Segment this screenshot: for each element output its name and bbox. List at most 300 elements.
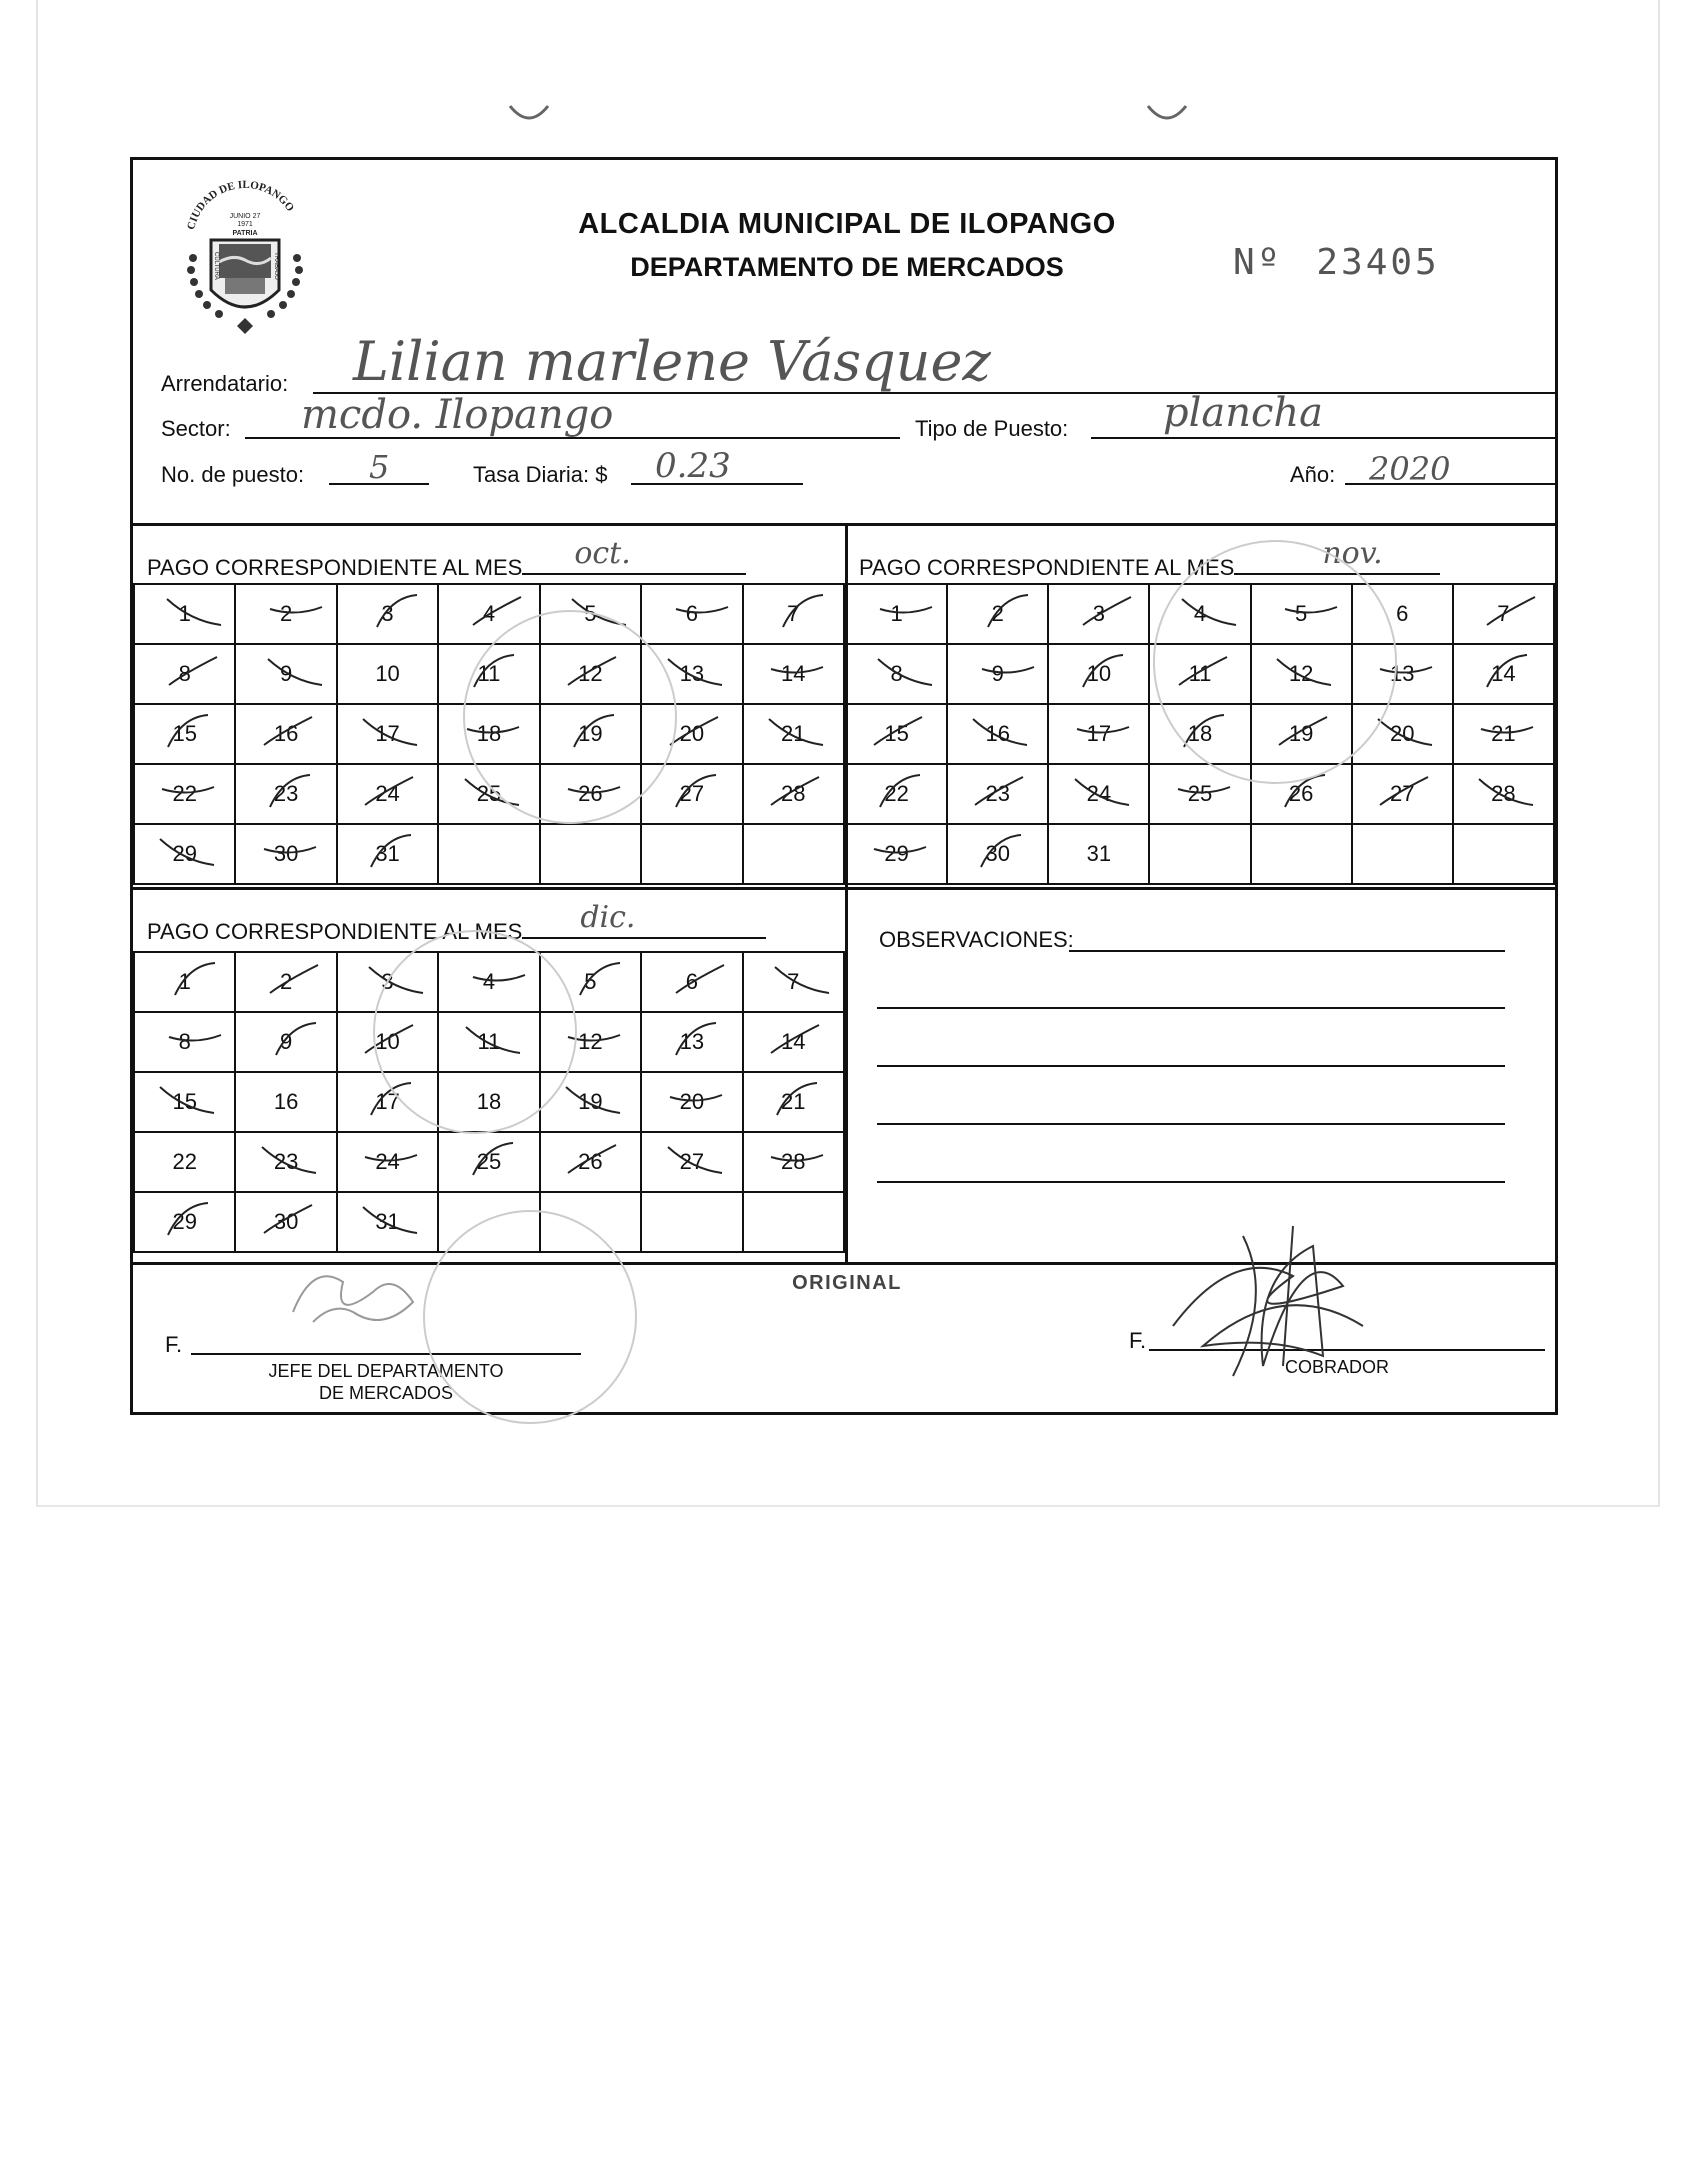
empty-cell <box>540 824 641 884</box>
day-number: 5 <box>584 969 596 995</box>
day-number: 15 <box>172 721 196 747</box>
day-cell <box>641 1012 742 1072</box>
day-cell <box>235 584 336 644</box>
day-cell <box>1048 704 1149 764</box>
paid-tick-mark <box>767 1079 827 1121</box>
day-number: 25 <box>477 781 501 807</box>
day-cell <box>540 1072 641 1132</box>
month-value: oct. <box>574 536 631 571</box>
paid-tick-mark <box>1483 591 1543 633</box>
week-row <box>846 704 1554 764</box>
no-puesto-label: No. de puesto: <box>161 462 305 487</box>
paid-tick-mark <box>876 651 936 693</box>
paid-tick-mark <box>158 1079 218 1121</box>
paid-tick-mark <box>870 771 930 813</box>
day-number: 20 <box>1390 721 1414 747</box>
anio-value: 2020 <box>1369 450 1451 488</box>
day-number: 12 <box>578 661 602 687</box>
divider-top <box>133 523 1555 526</box>
day-cell <box>235 1072 336 1132</box>
arrendatario-label: Arrendatario: <box>161 371 289 396</box>
day-cell <box>337 704 438 764</box>
day-number: 6 <box>686 601 698 627</box>
day-number: 10 <box>375 1029 399 1055</box>
day-number: 11 <box>478 661 501 687</box>
month-label: PAGO CORRESPONDIENTE AL MES <box>147 555 523 580</box>
day-number: 28 <box>781 781 805 807</box>
day-number: 18 <box>476 1089 502 1114</box>
cobrador-signature-prefix: F. <box>1129 1328 1147 1353</box>
day-number: 29 <box>172 841 196 867</box>
jefe-caption-line-2: DE MERCADOS <box>318 1383 453 1403</box>
day-number: 12 <box>578 1029 602 1055</box>
day-number: 14 <box>1491 661 1515 687</box>
day-number: 8 <box>179 661 191 687</box>
day-number: 3 <box>381 969 393 995</box>
paid-tick-mark <box>361 1199 421 1241</box>
day-number: 6 <box>686 969 698 995</box>
day-number: 27 <box>680 781 704 807</box>
paid-tick-mark <box>773 959 833 1001</box>
paid-tick-mark <box>463 771 523 813</box>
empty-cell <box>438 1192 539 1252</box>
day-number: 5 <box>1295 601 1307 627</box>
day-number: 17 <box>1087 721 1111 747</box>
day-number: 19 <box>578 1089 602 1115</box>
empty-cell <box>438 824 539 884</box>
day-cell <box>540 1132 641 1192</box>
day-cell <box>1453 644 1554 704</box>
day-number: 31 <box>1086 841 1112 866</box>
day-number: 12 <box>1289 661 1313 687</box>
day-cell <box>337 1072 438 1132</box>
paid-tick-mark <box>1073 651 1133 693</box>
paid-tick-mark <box>978 591 1038 633</box>
paid-tick-mark <box>666 771 726 813</box>
day-number: 7 <box>787 969 799 995</box>
day-cell <box>641 764 742 824</box>
paid-tick-mark <box>1275 771 1335 813</box>
day-number: 14 <box>781 661 805 687</box>
day-number: 1 <box>890 601 902 627</box>
day-number: 10 <box>1087 661 1111 687</box>
paid-tick-mark <box>1079 591 1139 633</box>
paid-tick-mark <box>564 771 624 813</box>
day-cell <box>438 1012 539 1072</box>
paid-tick-mark <box>773 591 833 633</box>
paid-tick-mark <box>1073 711 1133 753</box>
day-number: 24 <box>375 1149 399 1175</box>
day-number: 9 <box>992 661 1004 687</box>
day-number: 30 <box>274 1209 298 1235</box>
day-cell <box>235 704 336 764</box>
paid-tick-mark <box>767 1139 827 1181</box>
day-cell <box>947 704 1048 764</box>
paid-tick-mark <box>767 711 827 753</box>
day-cell <box>743 584 844 644</box>
day-number: 27 <box>1390 781 1414 807</box>
paid-tick-mark <box>165 651 225 693</box>
day-cell <box>134 1192 235 1252</box>
paid-tick-mark <box>1376 711 1436 753</box>
day-number: 21 <box>781 721 805 747</box>
day-cell <box>1453 764 1554 824</box>
week-row <box>846 584 1554 644</box>
tipo-puesto-value: plancha <box>1163 390 1324 436</box>
paid-tick-mark <box>361 1139 421 1181</box>
week-row <box>134 824 844 884</box>
paid-tick-mark <box>361 831 421 873</box>
day-number: 11 <box>478 1029 501 1055</box>
jefe-signature-line <box>191 1353 581 1355</box>
day-cell <box>1352 764 1453 824</box>
seal-year: 1971 <box>237 221 253 228</box>
paid-tick-mark <box>158 771 218 813</box>
paid-tick-mark <box>464 651 524 693</box>
day-cell <box>1251 644 1352 704</box>
seal-banner: PATRIA <box>232 230 258 237</box>
empty-cell <box>1251 824 1352 884</box>
week-row <box>846 824 1554 884</box>
paid-tick-mark <box>361 771 421 813</box>
day-number: 16 <box>985 721 1009 747</box>
day-cell <box>1352 704 1453 764</box>
day-cell <box>1149 644 1250 704</box>
paid-tick-mark <box>158 1199 218 1241</box>
day-cell <box>1149 584 1250 644</box>
paid-tick-mark <box>666 1079 726 1121</box>
paid-tick-mark <box>1180 591 1240 633</box>
seal-right-text: TRABAJO <box>273 252 279 280</box>
cobrador-signature-line <box>1149 1349 1545 1351</box>
day-number: 4 <box>1194 601 1206 627</box>
receipt-form <box>130 157 1558 1415</box>
day-cell <box>1453 704 1554 764</box>
paid-tick-mark <box>260 1139 320 1181</box>
paid-tick-mark <box>870 711 930 753</box>
paid-tick-mark <box>361 1079 421 1121</box>
day-cell <box>438 644 539 704</box>
paid-tick-mark <box>1275 711 1335 753</box>
day-cell <box>134 1072 235 1132</box>
paid-tick-mark <box>876 591 936 633</box>
sector-label: Sector: <box>161 416 231 441</box>
day-cell <box>438 584 539 644</box>
paid-tick-mark <box>158 711 218 753</box>
day-cell <box>438 764 539 824</box>
seal-date: JUNIO 27 <box>229 213 261 220</box>
day-number: 7 <box>1497 601 1509 627</box>
seal-ring-text: CIUDAD DE ILOPANGO <box>185 178 297 232</box>
jefe-signature-scribble <box>273 1252 443 1342</box>
paid-tick-mark <box>469 591 529 633</box>
day-cell <box>134 952 235 1012</box>
day-number: 11 <box>1189 661 1212 687</box>
seal-left-text: CULTURA <box>213 252 219 280</box>
day-number: 23 <box>985 781 1009 807</box>
day-cell <box>1149 764 1250 824</box>
day-cell <box>540 952 641 1012</box>
day-number: 13 <box>1390 661 1414 687</box>
day-cell <box>641 644 742 704</box>
paid-tick-mark <box>361 711 421 753</box>
observaciones-label: OBSERVACIONES: <box>879 927 1074 952</box>
day-cell <box>235 644 336 704</box>
month-title <box>147 900 766 945</box>
day-number: 2 <box>280 969 292 995</box>
day-cell <box>846 584 947 644</box>
week-row <box>134 584 844 644</box>
day-cell <box>235 1192 336 1252</box>
week-row <box>134 1132 844 1192</box>
paid-tick-mark <box>564 711 624 753</box>
sector-value: mcdo. Ilopango <box>301 392 614 438</box>
paid-tick-mark <box>666 711 726 753</box>
paid-tick-mark <box>978 651 1038 693</box>
paid-tick-mark <box>367 959 427 1001</box>
paid-tick-mark <box>266 959 326 1001</box>
empty-cell <box>743 1192 844 1252</box>
day-number: 24 <box>1087 781 1111 807</box>
punch-hole-right <box>1144 100 1190 128</box>
day-cell <box>1149 704 1250 764</box>
day-cell <box>743 644 844 704</box>
paid-tick-mark <box>666 1019 726 1061</box>
day-cell <box>743 1012 844 1072</box>
paid-tick-mark <box>260 711 320 753</box>
day-cell <box>438 952 539 1012</box>
day-cell <box>1453 584 1554 644</box>
paid-tick-mark <box>564 1019 624 1061</box>
day-cell <box>641 1132 742 1192</box>
day-cell <box>540 764 641 824</box>
day-cell <box>337 952 438 1012</box>
month-value: dic. <box>580 900 636 935</box>
day-cell <box>947 644 1048 704</box>
day-cell <box>540 644 641 704</box>
day-number: 26 <box>578 781 602 807</box>
divider-bottom <box>133 1262 1555 1265</box>
empty-cell <box>641 824 742 884</box>
day-number: 28 <box>781 1149 805 1175</box>
observaciones-line-1 <box>1069 950 1505 952</box>
week-row <box>846 644 1554 704</box>
tasa-diaria-label: Tasa Diaria: $ <box>473 462 608 487</box>
paid-tick-mark <box>767 1019 827 1061</box>
arrendatario-value: Lilian marlene Vásquez <box>353 330 991 393</box>
day-cell <box>438 1132 539 1192</box>
paid-tick-mark <box>266 1019 326 1061</box>
day-number: 4 <box>483 969 495 995</box>
day-number: 10 <box>375 661 400 686</box>
day-cell <box>947 584 1048 644</box>
observaciones-line-2 <box>877 1007 1505 1009</box>
day-cell <box>337 644 438 704</box>
day-cell <box>743 952 844 1012</box>
day-cell <box>641 584 742 644</box>
page-subtitle: DEPARTAMENTO DE MERCADOS <box>630 252 1064 282</box>
day-number: 30 <box>274 841 298 867</box>
day-cell <box>337 584 438 644</box>
day-number: 6 <box>1396 601 1409 626</box>
day-number: 9 <box>280 661 292 687</box>
day-number: 21 <box>1491 721 1515 747</box>
day-cell <box>641 704 742 764</box>
day-cell <box>846 764 947 824</box>
observaciones-line-3 <box>877 1065 1505 1067</box>
day-cell <box>438 704 539 764</box>
paid-tick-mark <box>971 831 1031 873</box>
day-number: 24 <box>375 781 399 807</box>
day-cell <box>1352 584 1453 644</box>
day-number: 27 <box>680 1149 704 1175</box>
day-number: 20 <box>680 1089 704 1115</box>
day-cell <box>134 644 235 704</box>
day-cell <box>235 952 336 1012</box>
paid-tick-mark <box>870 831 930 873</box>
day-number: 1 <box>179 969 191 995</box>
anio-label: Año: <box>1290 462 1336 487</box>
day-cell <box>134 704 235 764</box>
day-number: 18 <box>477 721 501 747</box>
day-grid <box>845 583 1555 885</box>
month-value: nov. <box>1322 536 1383 571</box>
day-cell <box>337 1132 438 1192</box>
paid-tick-mark <box>260 771 320 813</box>
day-number: 18 <box>1188 721 1212 747</box>
day-cell <box>743 704 844 764</box>
paid-tick-mark <box>463 711 523 753</box>
day-number: 29 <box>884 841 908 867</box>
day-cell <box>1251 764 1352 824</box>
paid-tick-mark <box>266 591 326 633</box>
day-cell <box>540 704 641 764</box>
day-cell <box>235 824 336 884</box>
day-number: 26 <box>1289 781 1313 807</box>
day-number: 3 <box>1093 601 1105 627</box>
paid-tick-mark <box>564 651 624 693</box>
day-cell <box>947 824 1048 884</box>
day-cell <box>1251 704 1352 764</box>
observaciones-line-5 <box>877 1181 1505 1183</box>
paid-tick-mark <box>570 959 630 1001</box>
week-row <box>134 1072 844 1132</box>
paid-tick-mark <box>1174 771 1234 813</box>
day-number: 30 <box>985 841 1009 867</box>
paid-tick-mark <box>1477 651 1537 693</box>
day-cell <box>540 584 641 644</box>
day-grid <box>133 583 845 885</box>
paid-tick-mark <box>1281 591 1341 633</box>
day-number: 19 <box>1289 721 1313 747</box>
day-number: 15 <box>172 1089 196 1115</box>
tipo-puesto-line <box>1091 437 1555 439</box>
number-label: Nº <box>1233 242 1283 283</box>
page-title: ALCALDIA MUNICIPAL DE ILOPANGO <box>578 208 1116 240</box>
day-cell <box>337 764 438 824</box>
day-number: 23 <box>274 1149 298 1175</box>
no-puesto-value: 5 <box>369 448 390 486</box>
day-cell <box>1352 644 1453 704</box>
day-cell <box>641 952 742 1012</box>
empty-cell <box>540 1192 641 1252</box>
paid-tick-mark <box>767 771 827 813</box>
paid-tick-mark <box>1175 651 1235 693</box>
paid-tick-mark <box>672 959 732 1001</box>
original-label: ORIGINAL <box>792 1272 902 1294</box>
day-number: 26 <box>578 1149 602 1175</box>
day-cell <box>134 1012 235 1072</box>
day-cell <box>540 1012 641 1072</box>
day-cell <box>235 764 336 824</box>
empty-cell <box>1352 824 1453 884</box>
day-number: 2 <box>280 601 292 627</box>
paid-tick-mark <box>1376 771 1436 813</box>
jefe-signature-prefix: F. <box>165 1332 183 1357</box>
empty-cell <box>743 824 844 884</box>
day-number: 29 <box>172 1209 196 1235</box>
day-number: 1 <box>179 601 191 627</box>
receipt-number <box>1233 242 1440 283</box>
day-cell <box>846 824 947 884</box>
day-cell <box>1251 584 1352 644</box>
day-number: 15 <box>884 721 908 747</box>
week-row <box>134 1192 844 1252</box>
day-number: 16 <box>273 1089 299 1114</box>
day-cell <box>337 1192 438 1252</box>
day-cell <box>337 1012 438 1072</box>
empty-cell <box>1453 824 1554 884</box>
week-row <box>846 764 1554 824</box>
day-number: 13 <box>680 1029 704 1055</box>
week-row <box>134 1012 844 1072</box>
paid-tick-mark <box>570 591 630 633</box>
day-number: 13 <box>680 661 704 687</box>
day-number: 4 <box>483 601 495 627</box>
day-cell <box>134 1132 235 1192</box>
day-number: 17 <box>375 1089 399 1115</box>
paid-tick-mark <box>1477 711 1537 753</box>
paid-tick-mark <box>165 591 225 633</box>
punch-hole-left <box>506 100 552 128</box>
day-cell <box>134 584 235 644</box>
day-cell <box>1048 644 1149 704</box>
number-value: 23405 <box>1316 242 1440 283</box>
day-number: 9 <box>280 1029 292 1055</box>
paid-tick-mark <box>1275 651 1335 693</box>
paid-tick-mark <box>1376 651 1436 693</box>
day-number: 16 <box>274 721 298 747</box>
week-row <box>134 704 844 764</box>
paid-tick-mark <box>464 1019 524 1061</box>
jefe-caption <box>251 1360 521 1404</box>
day-cell <box>846 644 947 704</box>
day-number: 25 <box>477 1149 501 1175</box>
paid-tick-mark <box>564 1079 624 1121</box>
month-label: PAGO CORRESPONDIENTE AL MES <box>859 555 1235 580</box>
day-number: 7 <box>787 601 799 627</box>
day-cell <box>1048 584 1149 644</box>
day-cell <box>337 824 438 884</box>
day-grid <box>133 951 845 1253</box>
paid-tick-mark <box>260 1199 320 1241</box>
paid-tick-mark <box>367 591 427 633</box>
paid-tick-mark <box>564 1139 624 1181</box>
day-cell <box>641 1072 742 1132</box>
paid-tick-mark <box>971 711 1031 753</box>
paid-tick-mark <box>463 1139 523 1181</box>
day-cell <box>235 1012 336 1072</box>
